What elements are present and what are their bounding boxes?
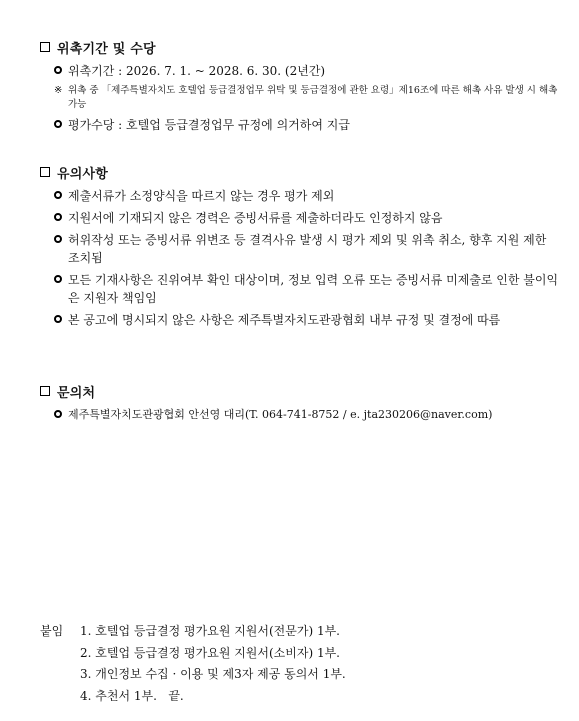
item-text: 제출서류가 소정양식을 따르지 않는 경우 평가 제외 [68,189,335,203]
attachment-text: 4. 추천서 1부. 끝. [80,688,184,703]
attachment-text: 3. 개인정보 수집 · 이용 및 제3자 제공 동의서 1부. [80,667,346,681]
section-title: 문의처 [57,385,96,401]
attachment-label: 붙임 [40,624,64,638]
circle-bullet-icon [54,120,62,128]
circle-bullet-icon [54,315,62,323]
note-text: 위촉 중 「제주특별자치도 호텔업 등급결정업무 위탁 및 등급결정에 관한 요령」제16조에 따른 해촉 사유 발생 시 해촉 가능 [68,85,558,110]
attachment-text: 1. 호텔업 등급결정 평가요원 지원서(전문가) 1부. [80,624,340,638]
section-header [40,382,559,400]
circle-bullet-icon [54,191,62,199]
section-header [40,38,559,56]
circle-bullet-icon [54,66,62,74]
list-item [40,231,559,267]
list-item [40,187,559,205]
list-item [40,311,559,329]
list-item [40,406,559,424]
list-item [40,271,559,307]
attachment-item [40,664,346,686]
item-text: 허위작성 또는 증빙서류 위변조 등 결격사유 발생 시 평가 제외 및 위촉 취소, 향후 지원 제한 조치됨 [68,233,547,265]
circle-bullet-icon [54,235,62,243]
square-bullet-icon [40,386,50,396]
circle-bullet-icon [54,275,62,283]
list-item [40,116,559,134]
section-title: 위촉기간 및 수당 [57,41,156,57]
item-text: 평가수당 : 호텔업 등급결정업무 규정에 의거하여 지급 [68,118,350,132]
item-text: 위촉기간 : 2026. 7. 1. ~ 2028. 6. 30. (2년간) [68,64,326,78]
attachment-item [40,686,346,708]
attachments [40,621,346,707]
attachment-item [40,643,346,665]
attachment-item [40,621,346,643]
section-appointment-period [40,38,559,138]
square-bullet-icon [40,167,50,177]
section-precautions [40,163,559,333]
list-item [40,209,559,227]
square-bullet-icon [40,42,50,52]
attachment-text: 2. 호텔업 등급결정 평가요원 지원서(소비자) 1부. [80,645,340,660]
circle-bullet-icon [54,410,62,418]
reference-mark-icon: ※ [54,85,63,96]
contact-text: 제주특별자치도관광협회 안선영 대리(T. 064-741-8752 / e. jta230206@naver.com) [68,408,493,421]
item-text: 본 공고에 명시되지 않은 사항은 제주특별자치도관광협회 내부 규정 및 결정에 따름 [68,313,501,327]
section-title: 유의사항 [57,166,109,182]
section-contact [40,382,559,428]
note-item [40,84,559,112]
circle-bullet-icon [54,213,62,221]
item-text: 모든 기재사항은 진위여부 확인 대상이며, 정보 입력 오류 또는 증빙서류 미제출로 인한 불이익은 지원자 책임임 [68,273,559,305]
list-item [40,62,559,80]
item-text: 지원서에 기재되지 않은 경력은 증빙서류를 제출하더라도 인정하지 않음 [68,211,443,225]
section-header [40,163,559,181]
